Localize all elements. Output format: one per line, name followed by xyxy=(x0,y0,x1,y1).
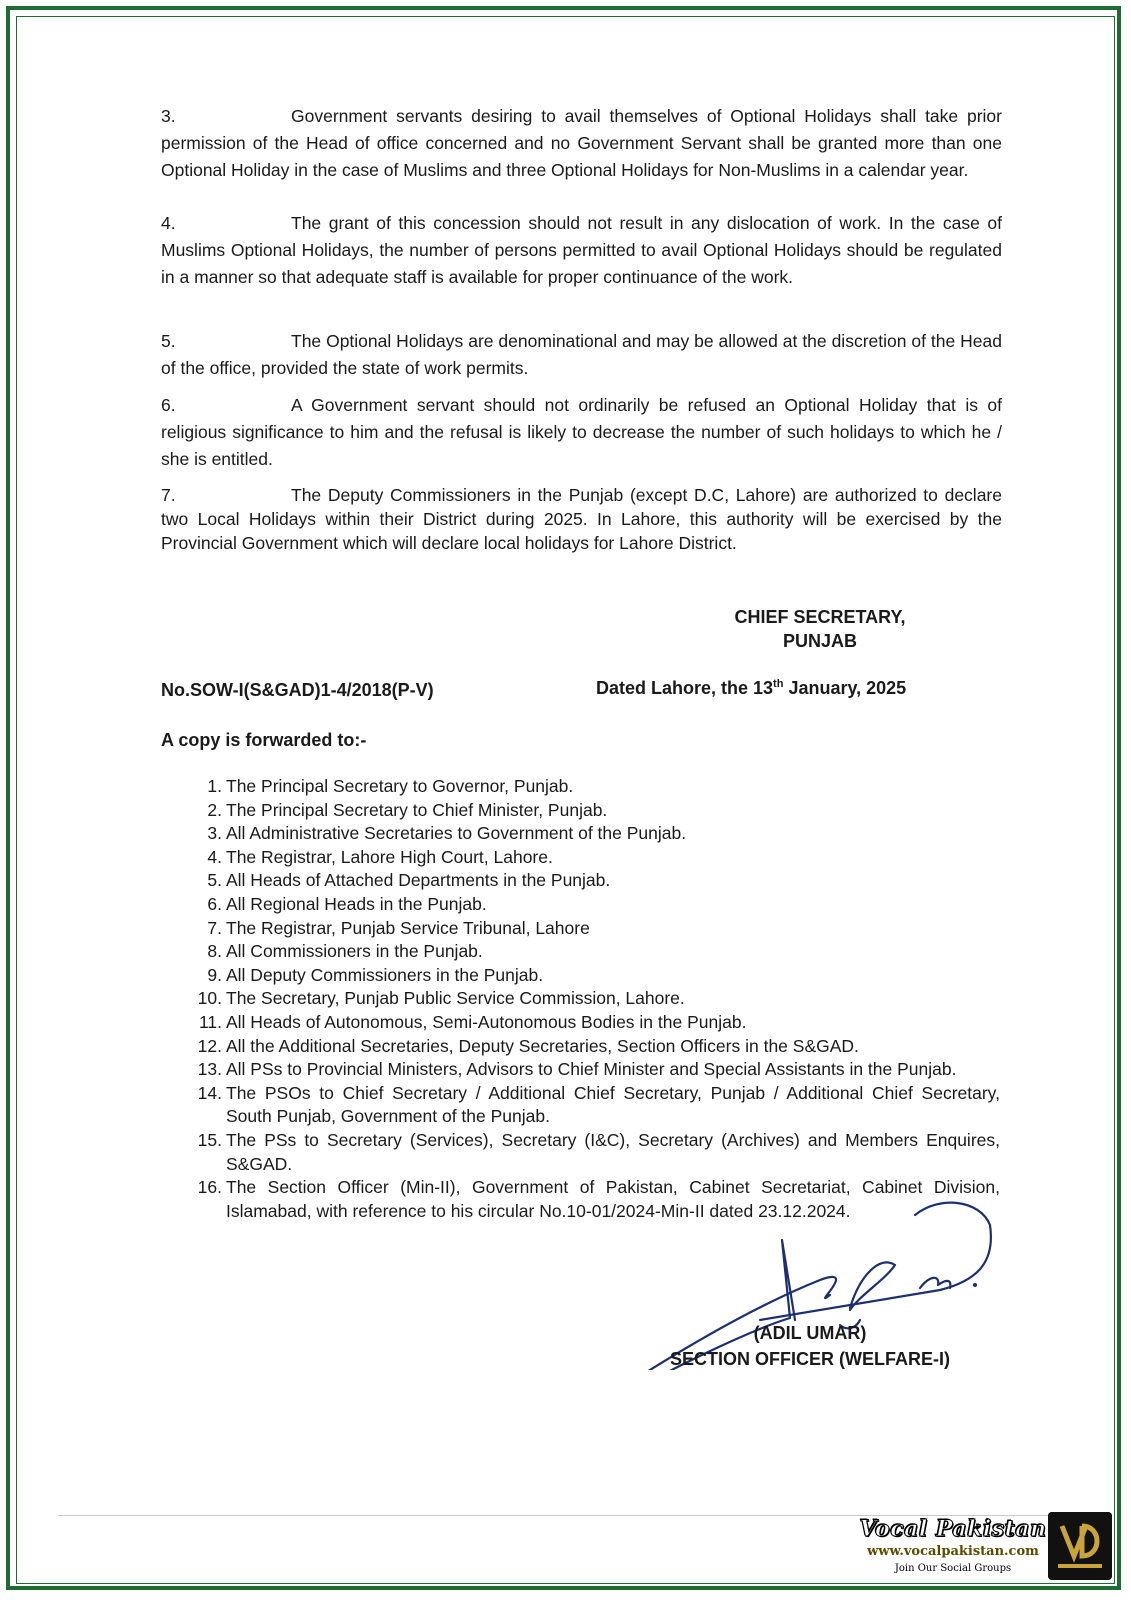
issuer-province: PUNJAB xyxy=(782,631,857,651)
recipient-number: 5. xyxy=(207,870,222,891)
recipient-text: The Registrar, Punjab Service Tribunal, Lahore xyxy=(226,917,590,938)
recipient-item xyxy=(188,940,1000,964)
recipient-text: The PSOs to Chief Secretary / Additional Chief Secretary, Punjab / Additional Chief Secretary, South Punjab, Government of the Punjab. xyxy=(226,1082,1000,1127)
recipient-text: All the Additional Secretaries, Deputy Secretaries, Section Officers in the S&GAD. xyxy=(226,1035,859,1056)
recipient-number: 7. xyxy=(207,917,222,938)
recipient-text: The PSs to Secretary (Services), Secretary (I&C), Secretary (Archives) and Members Enquires, S&GAD. xyxy=(226,1129,1000,1174)
paragraph-5 xyxy=(161,328,1002,382)
recipient-number: 15. xyxy=(197,1129,222,1150)
recipient-number: 3. xyxy=(207,823,222,844)
copy-forwarded-heading: A copy is forwarded to:- xyxy=(161,730,367,750)
recipient-text: All Administrative Secretaries to Government of the Punjab. xyxy=(226,823,687,844)
paragraph-number: 6. xyxy=(161,395,176,415)
recipient-text: All Regional Heads in the Punjab. xyxy=(226,893,487,914)
recipient-text: The Section Officer (Min-II), Government of Pakistan, Cabinet Secretariat, Cabinet Division, Islamabad, with reference to his circular No.10-01/2024-Min-II dated 23.12.2024. xyxy=(226,1177,1000,1221)
paragraph-text: The grant of this concession should not result in any dislocation of work. In the case of Muslims Optional Holidays, the number of persons permitted to avail Optional Holidays should be regulated in a manner so that adequate staff is available for proper continuance of the work. xyxy=(161,213,1002,287)
recipient-number: 12. xyxy=(197,1035,222,1056)
recipient-text: The Secretary, Punjab Public Service Commission, Lahore. xyxy=(226,988,685,1009)
recipient-item xyxy=(188,799,1000,823)
recipient-text: The Registrar, Lahore High Court, Lahore. xyxy=(226,846,553,867)
recipient-number: 11. xyxy=(198,1011,222,1032)
recipient-item xyxy=(188,917,1000,941)
vocal-pakistan-logo-icon xyxy=(1048,1512,1112,1580)
paragraph-number: 7. xyxy=(161,485,176,505)
paragraph-text: Government servants desiring to avail themselves of Optional Holidays shall take prior permission of the Head of office concerned and no Government Servant shall be granted more than one Optional Holiday in the case of Muslims and three Optional Holidays for Non-Muslims in a calendar year. xyxy=(161,106,1002,180)
recipient-text: The Principal Secretary to Chief Minister, Punjab. xyxy=(226,799,608,820)
recipient-text: All Deputy Commissioners in the Punjab. xyxy=(226,964,544,985)
watermark xyxy=(858,1516,1048,1581)
recipient-number: 13. xyxy=(197,1059,222,1080)
recipient-item xyxy=(188,1035,1000,1059)
recipient-number: 2. xyxy=(207,799,222,820)
recipient-item xyxy=(188,775,1000,799)
recipient-item xyxy=(188,987,1000,1011)
recipient-number: 8. xyxy=(207,941,222,962)
recipient-number: 16. xyxy=(197,1177,222,1198)
paragraph-3 xyxy=(161,103,1002,184)
recipient-item xyxy=(188,964,1000,988)
paragraph-6 xyxy=(161,392,1002,473)
signer-title: SECTION OFFICER (WELFARE-I) xyxy=(670,1349,950,1369)
recipient-item xyxy=(188,822,1000,846)
recipient-text: All PSs to Provincial Ministers, Advisors to Chief Minister and Special Assistants in the Punjab. xyxy=(226,1059,957,1080)
recipient-list xyxy=(188,775,1000,1223)
recipient-number: 10. xyxy=(197,988,222,1009)
recipient-number: 6. xyxy=(207,893,222,914)
recipient-text: All Heads of Autonomous, Semi-Autonomous Bodies in the Punjab. xyxy=(226,1011,747,1032)
recipient-number: 9. xyxy=(207,964,222,985)
recipient-text: All Heads of Attached Departments in the Punjab. xyxy=(226,870,611,891)
recipient-text: The Principal Secretary to Governor, Punjab. xyxy=(226,776,574,796)
paragraph-text: The Deputy Commissioners in the Punjab (except D.C, Lahore) are authorized to declare two Local Holidays within their District during 2025. In Lahore, this authority will be exercised by the Provincial Government which will declare local holidays for Lahore District. xyxy=(161,485,1002,553)
watermark-join: Join Our Social Groups xyxy=(894,1563,1012,1574)
signer-name: (ADIL UMAR) xyxy=(753,1323,867,1343)
recipient-number: 14. xyxy=(197,1082,222,1103)
recipient-item xyxy=(188,1011,1000,1035)
recipient-text: All Commissioners in the Punjab. xyxy=(226,941,483,962)
paragraph-7 xyxy=(161,483,1002,555)
recipient-item xyxy=(188,893,1000,917)
watermark-url: www.vocalpakistan.com xyxy=(867,1544,1039,1559)
recipient-item xyxy=(188,846,1000,870)
recipient-item xyxy=(188,869,1000,893)
paragraph-text: The Optional Holidays are denominational and may be allowed at the discretion of the Head of the office, provided the state of work permits. xyxy=(161,331,1002,378)
recipient-number: 4. xyxy=(207,846,222,867)
paragraph-4 xyxy=(161,210,1002,291)
paragraph-text: A Government servant should not ordinarily be refused an Optional Holiday that is of religious significance to him and the refusal is likely to decrease the number of such holidays to which he / she is entitled. xyxy=(161,395,1002,469)
issuer-block xyxy=(710,605,930,653)
recipient-item xyxy=(188,1082,1000,1129)
recipient-number: 1. xyxy=(207,776,222,796)
paragraph-number: 4. xyxy=(161,213,176,233)
issuer-title: CHIEF SECRETARY, xyxy=(734,607,906,627)
paragraph-number: 3. xyxy=(161,106,176,126)
date-line: Dated Lahore, the 13th January, 2025 xyxy=(596,678,907,698)
recipient-item xyxy=(188,1058,1000,1082)
watermark-brand: Vocal Pakistan xyxy=(859,1516,1047,1542)
reference-number: No.SOW-I(S&GAD)1-4/2018(P-V) xyxy=(161,680,434,700)
signer-block xyxy=(645,1320,975,1372)
paragraph-number: 5. xyxy=(161,331,176,351)
